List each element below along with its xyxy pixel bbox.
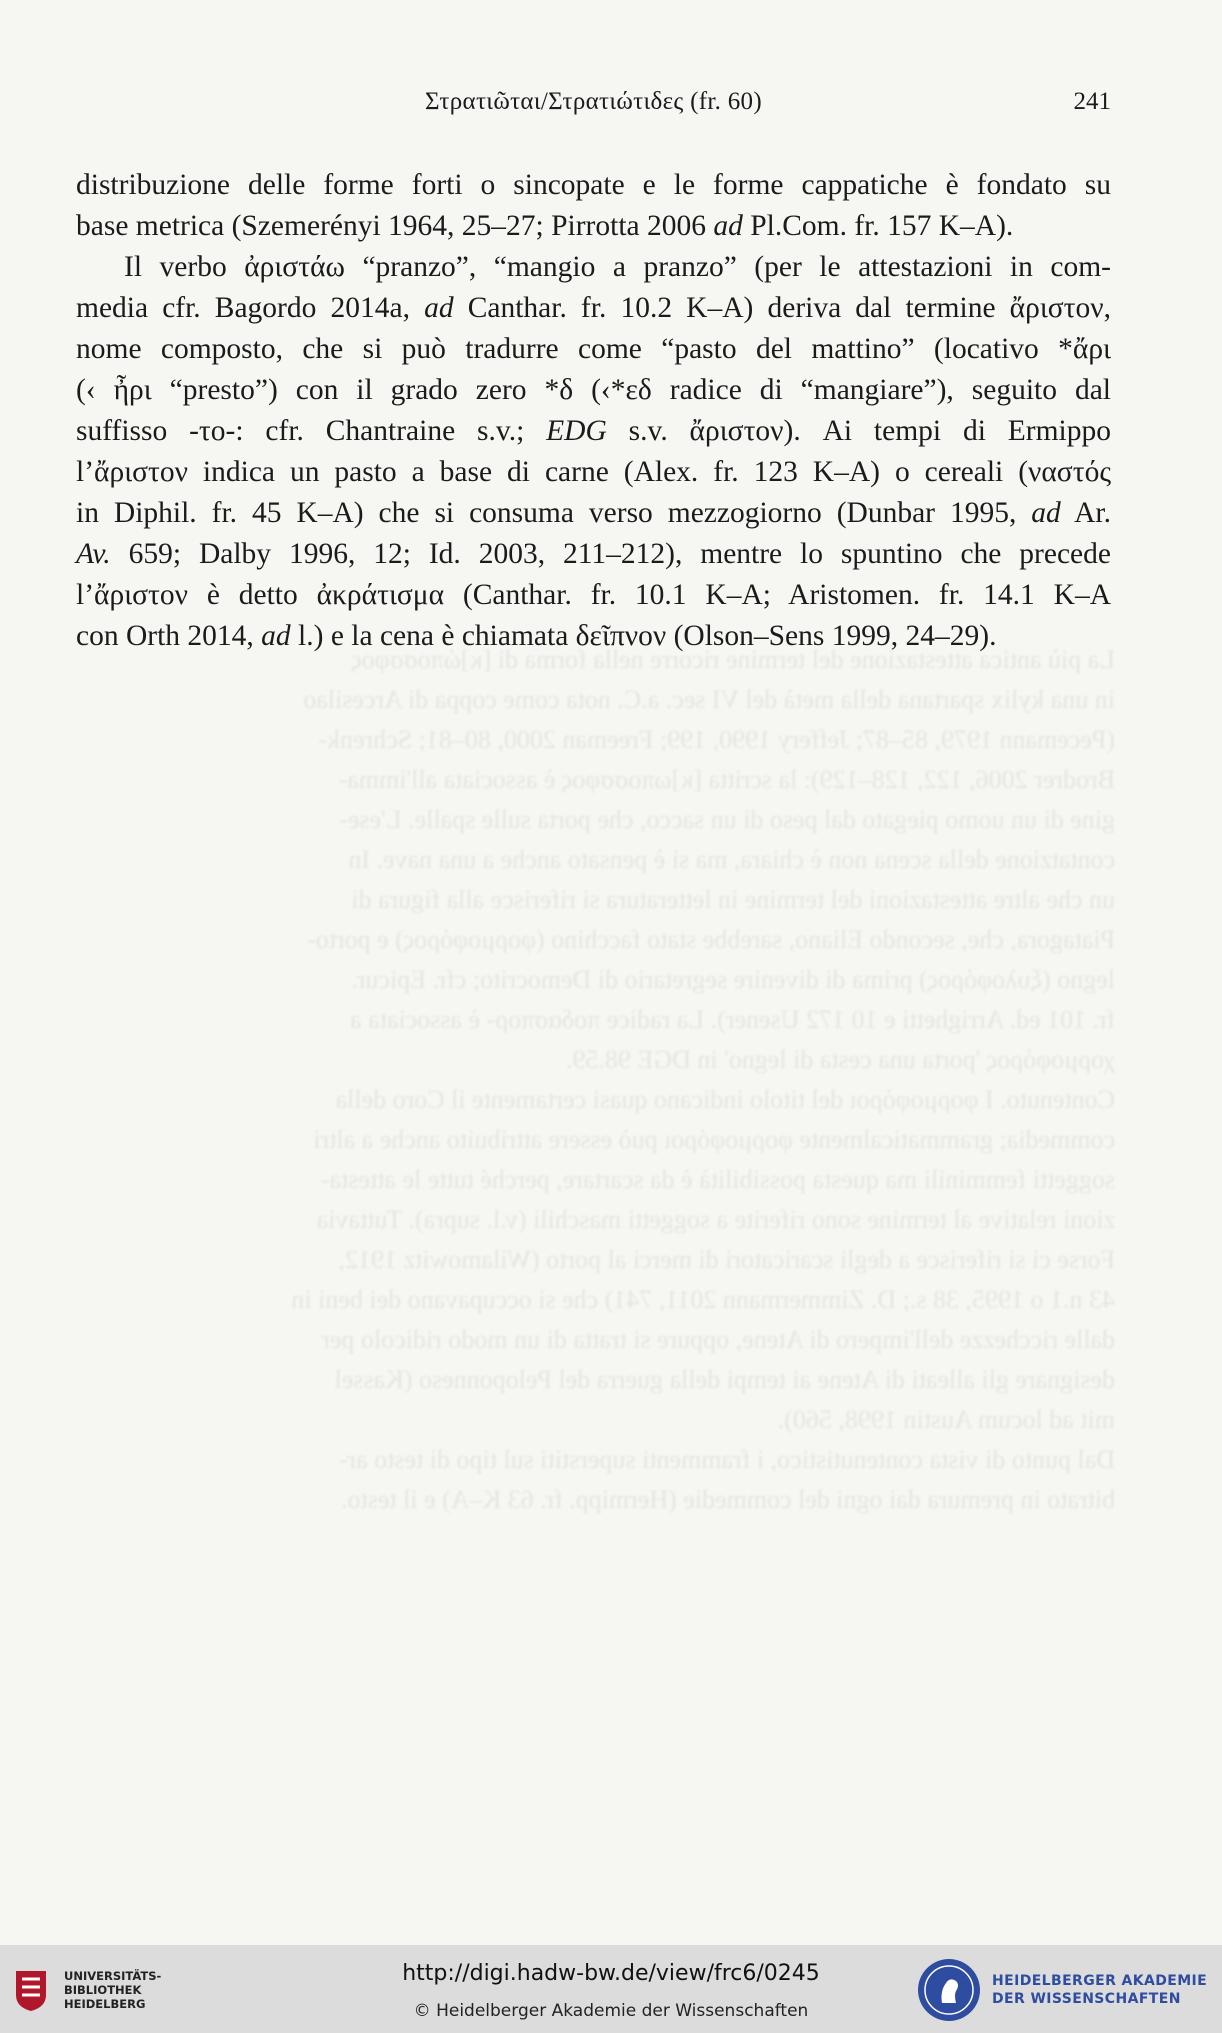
bleed-through-line: (Pecemann 1979, 85–87; Jeffery 1990, 199; Freeman 2000, 80–81; Schrenk-	[318, 725, 1115, 754]
bleed-through-line: bitrato in premura dai ogni del commedie (Hermipp. fr. 63 K–A) e il testo.	[340, 1485, 1115, 1514]
bleed-through-line: fr. 101 ed. Arrighetti e 10 172 Usener). La radice ποδασπορ- è associata a	[350, 1005, 1115, 1034]
text-line: base metrica (Szemerényi 1964, 25–27; Pirrotta 2006 ad Pl.Com. fr. 157 K–A).	[76, 210, 1014, 242]
bleed-through-line: χορμοφόρος 'porta una cesta di legno' in DGE 98.59.	[565, 1045, 1115, 1074]
university-logo-line: UNIVERSITÄTS-	[64, 1969, 162, 1983]
academy-logo-text	[992, 1972, 1207, 2008]
bleed-through-line: Contenuto. I φορμοφόροι del titolo indicano quasi certamente il Coro della	[335, 1085, 1115, 1114]
academy-seal-icon	[918, 1959, 980, 2021]
text-line: l’ἄριστον è detto ἀκράτισμα (Canthar. fr. 10.1 K–A; Aristomen. fr. 14.1 K–A	[76, 579, 1111, 611]
text-line: distribuzione delle forme forti o sincopate e le forme cappatiche è fondato su	[76, 169, 1111, 201]
bleed-through-line: designare gli alleati di Atene ai tempi della guerra del Peloponneso (Kassel	[334, 1365, 1115, 1394]
bleed-through-text	[70, 640, 1115, 1790]
academy-logo-line: HEIDELBERGER AKADEMIE	[992, 1973, 1208, 1989]
bleed-through-line: soggetti femminili ma questa possibilità è da scartare, perché tutte le attesta-	[320, 1165, 1115, 1194]
bleed-through-line: gine di un uomo piegato dal peso di un sacco, che porta sulle spalle. L'ese-	[339, 805, 1115, 834]
bleed-through-line: legno (ξυλοφόρος) prima di divenire segretario di Democrito; cfr. Epicur.	[351, 965, 1115, 994]
text-line: in Diphil. fr. 45 K–A) che si consuma verso mezzogiorno (Dunbar 1995, ad Ar.	[76, 497, 1111, 529]
academy-logo-line: DER WISSENSCHAFTEN	[992, 1991, 1181, 2007]
bleed-through-line: Piatagora, che, secondo Eliano, sarebbe stato facchino (φορμοφόρος) e porto-	[307, 925, 1115, 954]
copyright-notice: © Heidelberger Akademie der Wissenschaften	[413, 2001, 809, 2021]
bleed-through-line: mit ad locum Austin 1998, 560).	[777, 1405, 1115, 1434]
bleed-through-line: un che altre attestazioni del termine in letteratura si riferisce alla figura di	[351, 885, 1115, 914]
text-line: suffisso -το-: cfr. Chantraine s.v.; EDG s.v. ἄριστον). Ai tempi di Ermippo	[76, 415, 1111, 447]
university-logo-line: HEIDELBERG	[64, 1997, 146, 2011]
permalink-url[interactable]: http://digi.hadw-bw.de/view/frc6/0245	[402, 1961, 820, 1986]
running-title: Στρατιῶται/Στρατιώτιδες (fr. 60)	[425, 88, 762, 115]
bleed-through-line: Brodrer 2006, 122, 128–129): la scritta [κ]ωποσσφος è associata all'imma-	[338, 765, 1115, 794]
body-paragraphs	[76, 165, 1111, 657]
bleed-through-line: dalle ricchezze dell'impero di Atene, oppure si tratta di un modo ridicolo per	[321, 1325, 1115, 1354]
bleed-through-line: commedia; grammaticalmente φορμοφόροι può essere attribuito anche a altri	[313, 1125, 1115, 1154]
text-line: media cfr. Bagordo 2014a, ad Canthar. fr. 10.2 K–A) deriva dal termine ἄριστον,	[76, 292, 1111, 324]
bleed-through-line: 43 n.1 o 1995, 38 s.; D. Zimmermann 2011, 741) che si occupavano dei beni in	[291, 1285, 1115, 1314]
bleed-through-line: zioni relative al termine sono riferite a soggetti maschili (v.l. supra). Tuttavia	[316, 1205, 1115, 1234]
text-line: (‹ ἦρι “presto”) con il grado zero *δ (‹*εδ radice di “mangiare”), seguito dal	[76, 374, 1111, 406]
running-head	[76, 88, 1111, 128]
bleed-through-line: Forse ci si riferisce a degli scaricatori di merci al porto (Wilamowitz 1912,	[338, 1245, 1115, 1274]
text-line: l’ἄριστον indica un pasto a base di carne (Alex. fr. 123 K–A) o cereali (ναστός	[76, 456, 1111, 488]
viewer-footer	[0, 1945, 1222, 2033]
academy-logo	[918, 1959, 1208, 2021]
text-line: con Orth 2014, ad l.) e la cena è chiamata δεῖπνον (Olson–Sens 1999, 24–29).	[76, 620, 997, 652]
bleed-through-line: contatzione della scena non è chiara, ma si è pensato anche a una nave. In	[348, 845, 1115, 874]
bleed-through-line: Dal punto di vista contenutistico, i frammenti superstiti sul tipo di testo ar-	[339, 1445, 1115, 1474]
page-number: 241	[1073, 88, 1111, 115]
text-line: nome composto, che si può tradurre come “pasto del mattino” (locativo *ἄρι	[76, 333, 1111, 365]
text-line: Av. 659; Dalby 1996, 12; Id. 2003, 211–212), mentre lo spuntino che precede	[76, 538, 1111, 570]
bleed-through-line: in una kylix spartana della metà del VI sec. a.C. nota come coppa di Arcesilao	[303, 685, 1115, 714]
university-logo-line: BIBLIOTHEK	[64, 1983, 142, 1997]
bleed-through-line: La più antica attestazione del termine ricorre nella forma di [κ]ώποσσφος	[351, 645, 1115, 674]
text-line: Il verbo ἀριστάω “pranzo”, “mangio a pranzo” (per le attestazioni in com-	[124, 251, 1111, 283]
